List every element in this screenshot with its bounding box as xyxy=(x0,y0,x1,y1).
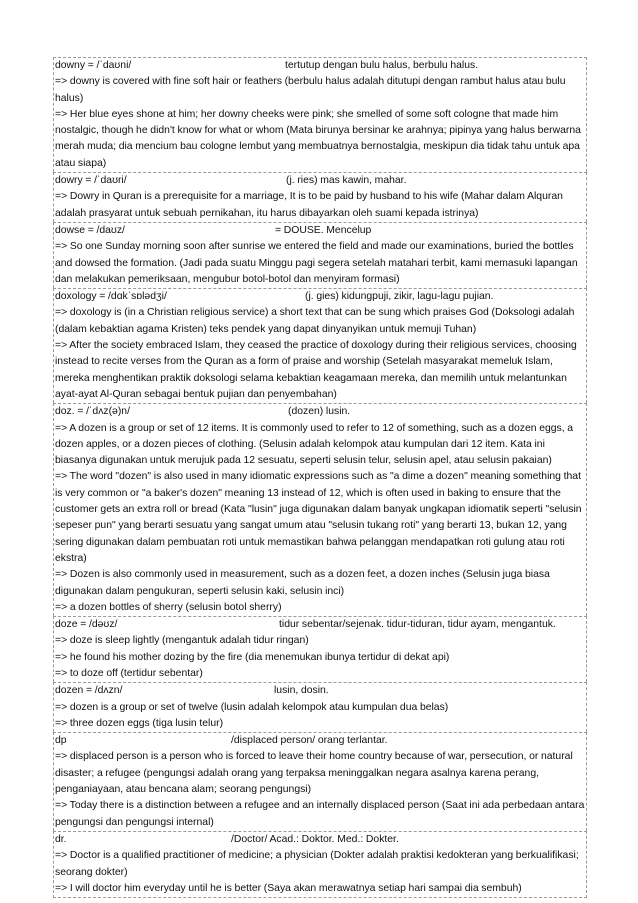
entry-word: doze = /dəʊz/ xyxy=(55,619,118,631)
entry-example: => he found his mother dozing by the fire (dia menemukan ibunya tertidur di dekat api) xyxy=(55,651,450,663)
entry-example: => a dozen bottles of sherry (selusin botol sherry) xyxy=(55,601,282,613)
entry-headline xyxy=(55,404,585,420)
entry-example: => The word "dozen" is also used in many idiomatic expressions such as "a dime a dozen" meaning something that is very common or "a baker's dozen" meaning 13 instead of 12, which is often used in baking to ensure that the customer gets an extra roll or bread (Kata "lusin" juga digunakan dalam banyak ungkapan idiomatik seperti "selusin sepeser pun" yang berarti sesuatu yang sangat umum atau "selusin tukang roti" yang berarti 13, bukan 12, yang sering digunakan dalam pembuatan roti untuk memastikan bahwa pelanggan mendapatkan roti gulung atau roti ekstra) xyxy=(55,471,582,564)
entry-headline xyxy=(55,733,585,749)
entry-example: => Dowry in Quran is a prerequisite for a marriage, It is to be paid by husband to his wife (Mahar dalam Alquran adalah prasyarat untuk sebuah pernikahan, itu harus dibayarkan oleh suami kepada istrinya) xyxy=(55,191,563,219)
entry-definition: tidur sebentar/sejenak. tidur-tiduran, tidur ayam, mengantuk. xyxy=(279,619,556,631)
dictionary-entry-dp xyxy=(53,732,587,831)
entry-example: => to doze off (tertidur sebentar) xyxy=(55,667,203,679)
entry-headline xyxy=(55,289,585,305)
entry-example: => three dozen eggs (tiga lusin telur) xyxy=(55,717,224,729)
dictionary-entry-doxology xyxy=(53,288,587,403)
entry-definition: /Doctor/ Acad.: Doktor. Med.: Dokter. xyxy=(231,833,399,845)
entry-word: dozen = /dʌzn/ xyxy=(55,685,123,697)
entry-headline xyxy=(55,173,585,189)
entry-example: => Dozen is also commonly used in measurement, such as a dozen feet, a dozen inches (Selusin juga biasa digunakan dalam pengukuran, seperti selusin kaki, selusin inci) xyxy=(55,569,550,597)
entry-word: doz. = /ˈdʌz(ə)n/ xyxy=(55,406,130,418)
entry-definition: (dozen) lusin. xyxy=(288,406,351,418)
entry-word: dowry = /ˈdaʊri/ xyxy=(55,175,127,187)
entry-headline xyxy=(55,832,585,848)
dictionary-entry-doze xyxy=(53,616,587,682)
entry-word: dr. xyxy=(55,833,67,845)
entry-example: => doze is sleep lightly (mengantuk adalah tidur ringan) xyxy=(55,635,309,647)
dictionary-page xyxy=(53,57,587,898)
dictionary-entry-dowry xyxy=(53,172,587,222)
entry-word: dowse = /daʊz/ xyxy=(55,224,125,236)
entry-definition: /displaced person/ orang terlantar. xyxy=(231,735,388,747)
entry-definition: tertutup dengan bulu halus, berbulu halus. xyxy=(285,60,479,71)
entry-word: downy = /ˈdaʊni/ xyxy=(55,60,132,71)
dictionary-entry-dr xyxy=(53,831,587,898)
entry-example: => I will doctor him everyday until he is better (Saya akan merawatnya setiap hari sampai dia sembuh) xyxy=(55,882,522,894)
entry-definition: lusin, dosin. xyxy=(274,685,329,697)
dictionary-entry-dozen xyxy=(53,682,587,732)
entry-definition: (j. gies) kidungpuji, zikir, lagu-lagu pujian. xyxy=(305,291,494,303)
entry-headline xyxy=(55,223,585,239)
entry-headline xyxy=(55,683,585,699)
entry-example: => Doctor is a qualified practitioner of medicine; a physician (Dokter adalah praktisi kedokteran yang berkualifikasi; seorang dokter) xyxy=(55,850,579,878)
entry-example: => After the society embraced Islam, they ceased the practice of doxology during their religious services, choosing instead to recite verses from the Quran as a form of praise and worship (Setelah masyarakat memeluk Islam, mereka menghentikan praktik doksologi selama kebaktian keagamaan mereka, dan memilih untuk melantunkan ayat-ayat Al-Quran sebagai bentuk pujian dan penyembahan) xyxy=(55,340,577,400)
entry-definition: = DOUSE. Mencelup xyxy=(275,224,372,236)
entry-word: doxology = /dɑkˈsɒlədʒi/ xyxy=(55,291,167,303)
entry-headline xyxy=(55,617,585,633)
entry-example: => dozen is a group or set of twelve (lusin adalah kelompok atau kumpulan dua belas) xyxy=(55,701,449,713)
entry-word: dp xyxy=(55,735,67,747)
entry-example: => displaced person is a person who is forced to leave their home country because of war, persecution, or natural disaster; a refugee (pengungsi adalah orang yang terpaksa meninggalkan negara asalnya karena perang, penganiayaan, atau bencana alam; seorang pengungsi) xyxy=(55,751,573,796)
entry-example: => doxology is (in a Christian religious service) a short text that can be sung which praises God (Doksologi adalah (dalam kebaktian agama Kristen) teks pendek yang dapat dinyanyikan untuk memuji Tuhan) xyxy=(55,307,575,335)
dictionary-entry-dowse xyxy=(53,222,587,288)
entry-example: => Today there is a distinction between a refugee and an internally displaced person (Saat ini ada perbedaan antara pengungsi dan pengungsi internal) xyxy=(55,800,585,828)
entry-example: => A dozen is a group or set of 12 items. It is commonly used to refer to 12 of something, such as a dozen eggs, a dozen apples, or a dozen pieces of clothing. (Selusin adalah kelompok atau kumpulan dari 12 item. Kata ini biasanya digunakan untuk merujuk pada 12 sesuatu, seperti selusin telur, selusin apel, atau selusin pakaian) xyxy=(55,422,574,467)
entry-headline xyxy=(55,58,585,74)
entry-example: => Her blue eyes shone at him; her downy cheeks were pink; she smelled of some soft cologne that made him nostalgic, though he didn't know for what or whom (Mata birunya bersinar ke arahnya; pipinya yang halus berwarna merah muda; dia mencium bau cologne lembut yang membuatnya bernostalgia, meskipun dia tidak tahu untuk apa atau siapa) xyxy=(55,108,581,169)
dictionary-entry-downy xyxy=(53,57,587,172)
dictionary-entry-doz xyxy=(53,403,587,616)
entry-definition: (j. ries) mas kawin, mahar. xyxy=(286,175,407,187)
entry-example: => downy is covered with fine soft hair or feathers (berbulu halus adalah ditutupi dengan rambut halus atau bulu halus) xyxy=(55,76,566,104)
entry-example: => So one Sunday morning soon after sunrise we entered the field and made our examinations, buried the bottles and dowsed the formation. (Jadi pada suatu Minggu pagi segera setelah matahari terbit, kami memasuki lapangan dan melakukan pemeriksaan, mengubur botol-botol dan menyiram formasi) xyxy=(55,241,578,285)
